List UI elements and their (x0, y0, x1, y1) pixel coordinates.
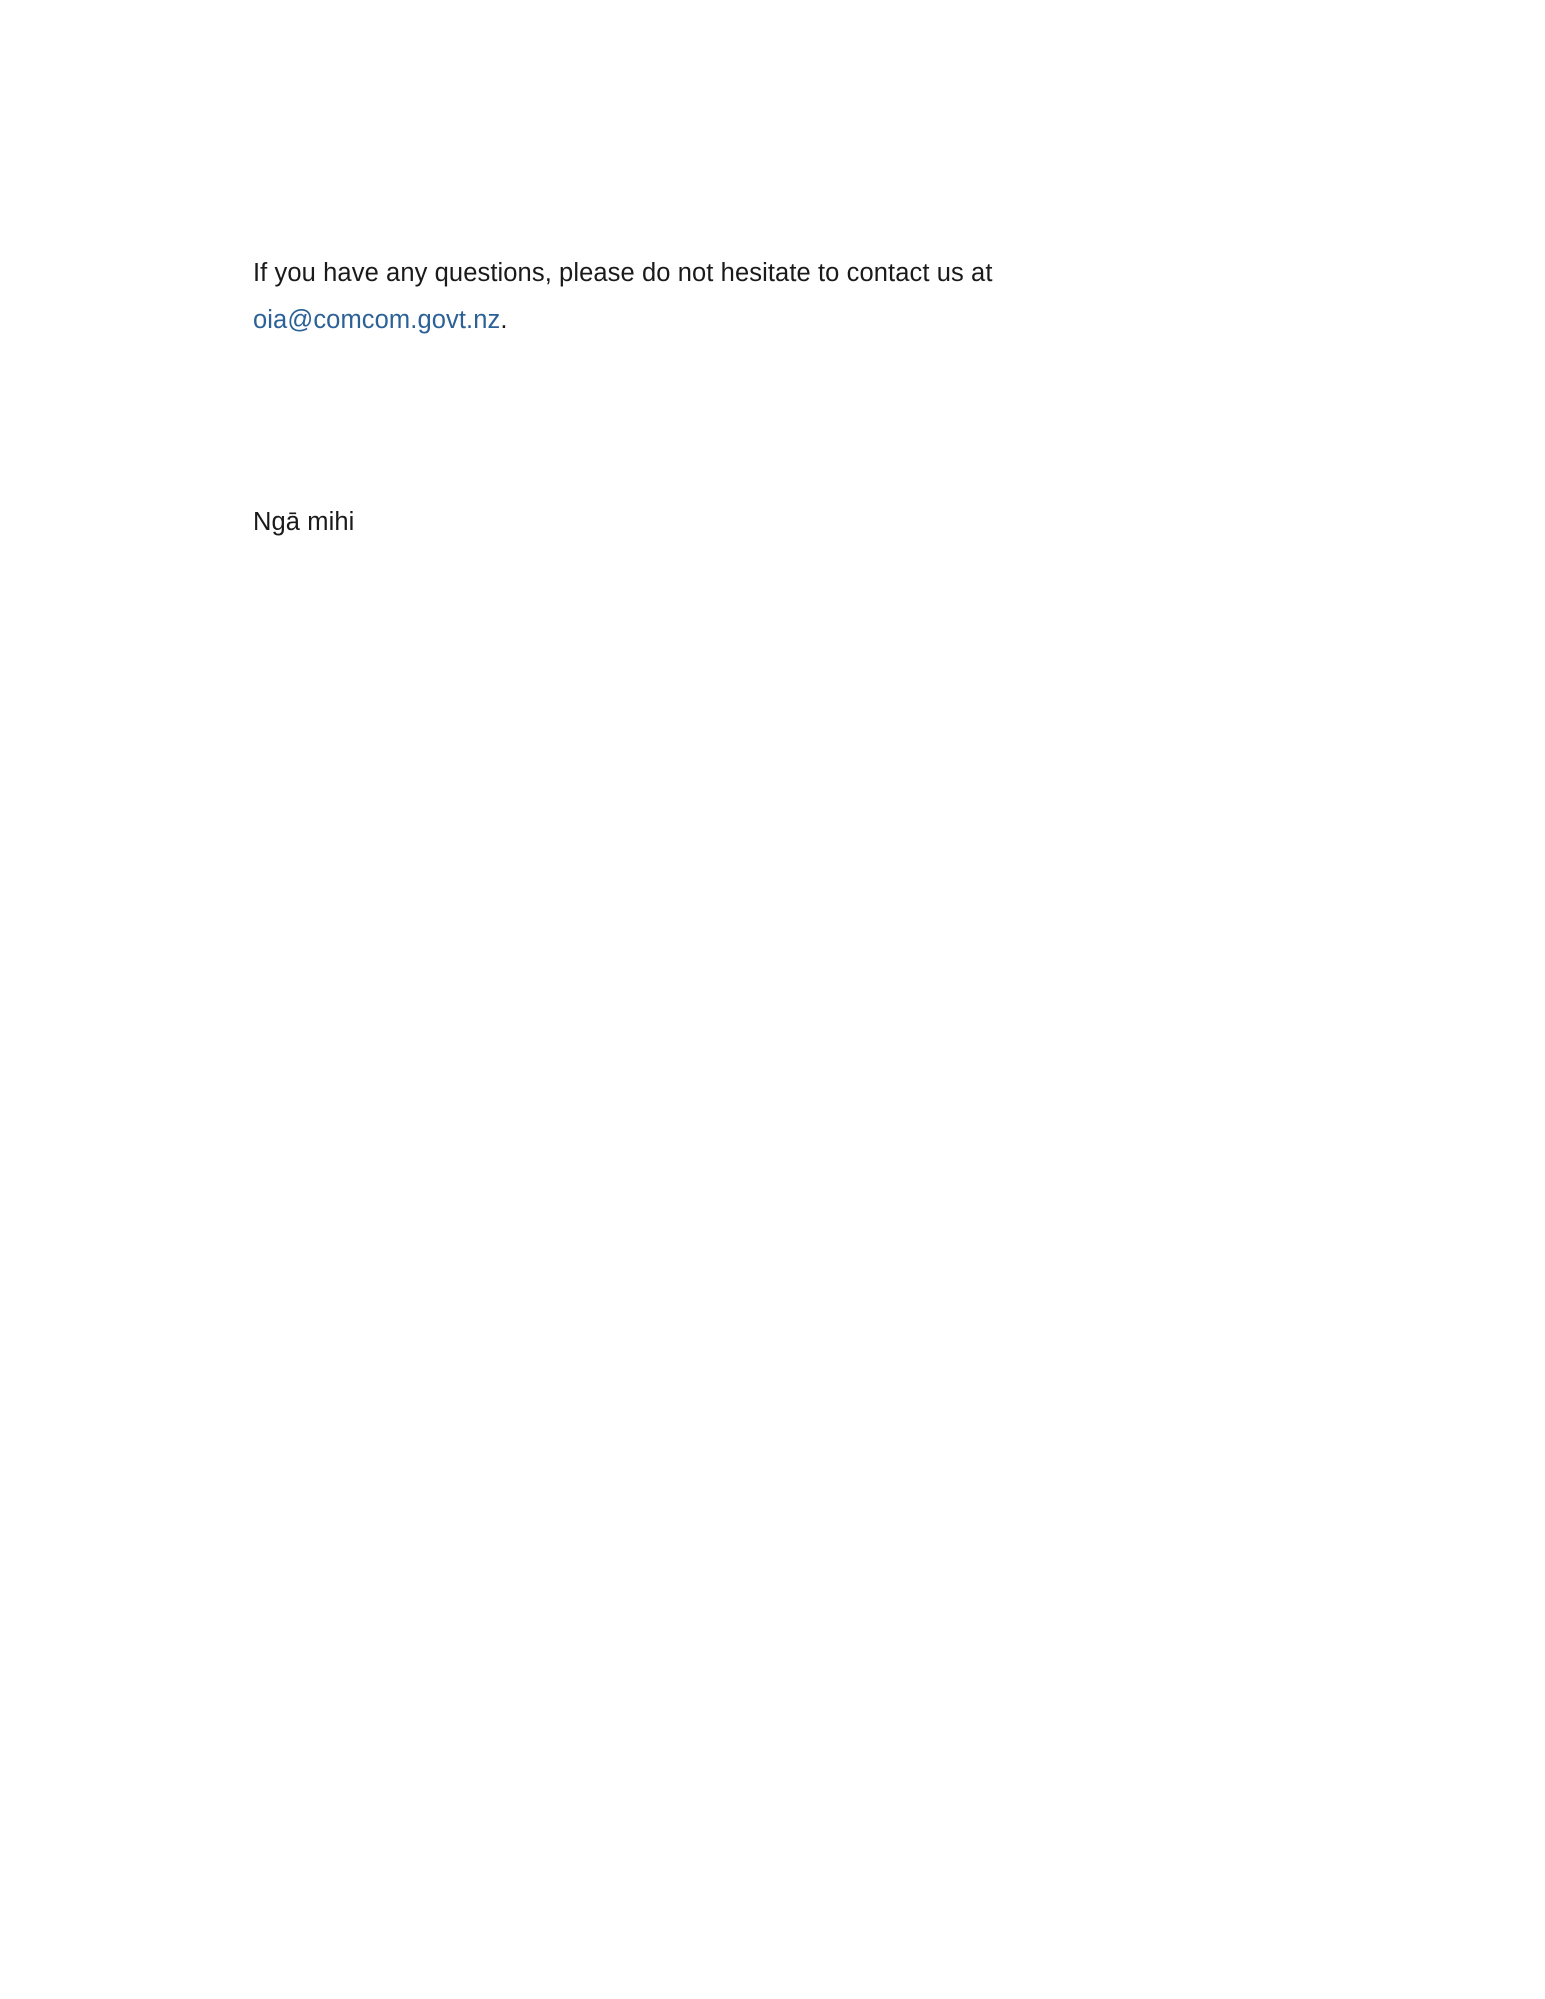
contact-paragraph-line-1: If you have any questions, please do not hesitate to contact us at (253, 259, 993, 287)
signoff-text: Ngā mihi (253, 508, 355, 536)
email-trailing-period: . (500, 306, 508, 334)
contact-paragraph (253, 250, 1093, 344)
document-body (253, 250, 1093, 546)
email-link[interactable]: oia@comcom.govt.nz (253, 306, 501, 334)
contact-email-line (253, 297, 1093, 344)
paragraph-spacer (253, 344, 1093, 499)
